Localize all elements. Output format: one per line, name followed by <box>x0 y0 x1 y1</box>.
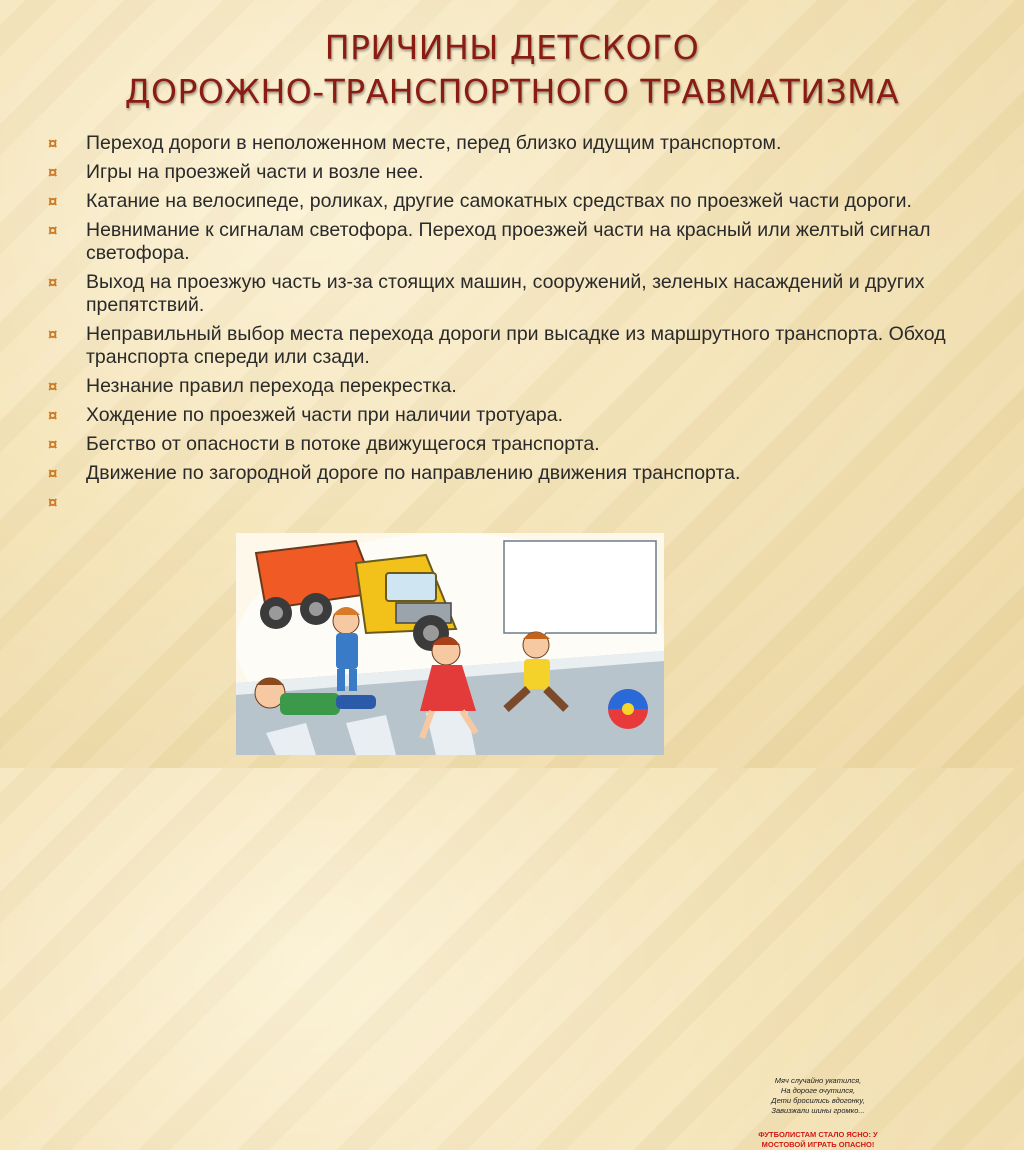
list-item <box>48 323 978 369</box>
list-item <box>48 161 978 184</box>
poem-line: Дети бросились вдогонку, <box>771 1096 865 1105</box>
list-item <box>48 404 978 427</box>
bullet-icon: ¤ <box>48 493 58 512</box>
list-item-text: Движение по загородной дороге по направлению движения транспорта. <box>86 462 741 484</box>
poem-line: Завизжали шины громко... <box>771 1106 865 1115</box>
list-item <box>48 219 978 265</box>
list-item <box>48 433 978 456</box>
title-line-1: ПРИЧИНЫ ДЕТСКОГО <box>324 28 700 67</box>
list-item-text: Неправильный выбор места перехода дороги при высадке из маршрутного транспорта. Обход транспорта спереди или сзади. <box>86 323 946 368</box>
poem-line: На дороге очутился, <box>780 1086 856 1095</box>
bullet-icon: ¤ <box>48 134 58 153</box>
illustration-poem <box>748 1076 888 1150</box>
bullet-icon: ¤ <box>48 273 58 292</box>
ball-icon <box>608 689 648 729</box>
list-item-text: Невнимание к сигналам светофора. Переход проезжей части на красный или желтый сигнал светофора. <box>86 219 931 264</box>
list-item <box>48 375 978 398</box>
list-item-text: Незнание правил перехода перекрестка. <box>86 375 457 397</box>
list-item-text: Хождение по проезжей части при наличии тротуара. <box>86 404 564 426</box>
bullet-icon: ¤ <box>48 406 58 425</box>
slide-title <box>60 26 964 114</box>
illustration-drawing <box>236 533 664 755</box>
list-item-text: Переход дороги в неположенном месте, перед близко идущим транспортом. <box>86 132 782 154</box>
bullet-icon: ¤ <box>48 435 58 454</box>
list-item <box>48 462 978 485</box>
poem-line: Мяч случайно укатился, <box>774 1076 862 1085</box>
list-item <box>48 132 978 155</box>
causes-list <box>48 132 978 512</box>
list-item <box>48 271 978 317</box>
bullet-icon: ¤ <box>48 221 58 240</box>
bullet-icon: ¤ <box>48 325 58 344</box>
list-item-text: Катание на велосипеде, роликах, другие самокатных средствах по проезжей части дороги. <box>86 190 912 212</box>
poem-warning: ФУТБОЛИСТАМ СТАЛО ЯСНО: У МОСТОВОЙ ИГРАТЬ ОПАСНО! <box>758 1130 878 1149</box>
list-item <box>48 190 978 213</box>
list-item-text: Бегство от опасности в потоке движущегося транспорта. <box>86 433 600 455</box>
bullet-icon: ¤ <box>48 163 58 182</box>
road-safety-illustration <box>236 533 878 1149</box>
bullet-icon: ¤ <box>48 377 58 396</box>
list-item-text: Игры на проезжей части и возле нее. <box>86 161 424 183</box>
bullet-icon: ¤ <box>48 464 58 483</box>
bullet-icon: ¤ <box>48 192 58 211</box>
title-line-2: ДОРОЖНО-ТРАНСПОРТНОГО ТРАВМАТИЗМА <box>124 72 900 111</box>
list-item-text: Выход на проезжую часть из-за стоящих машин, сооружений, зеленых насаждений и других препятствий. <box>86 271 925 316</box>
